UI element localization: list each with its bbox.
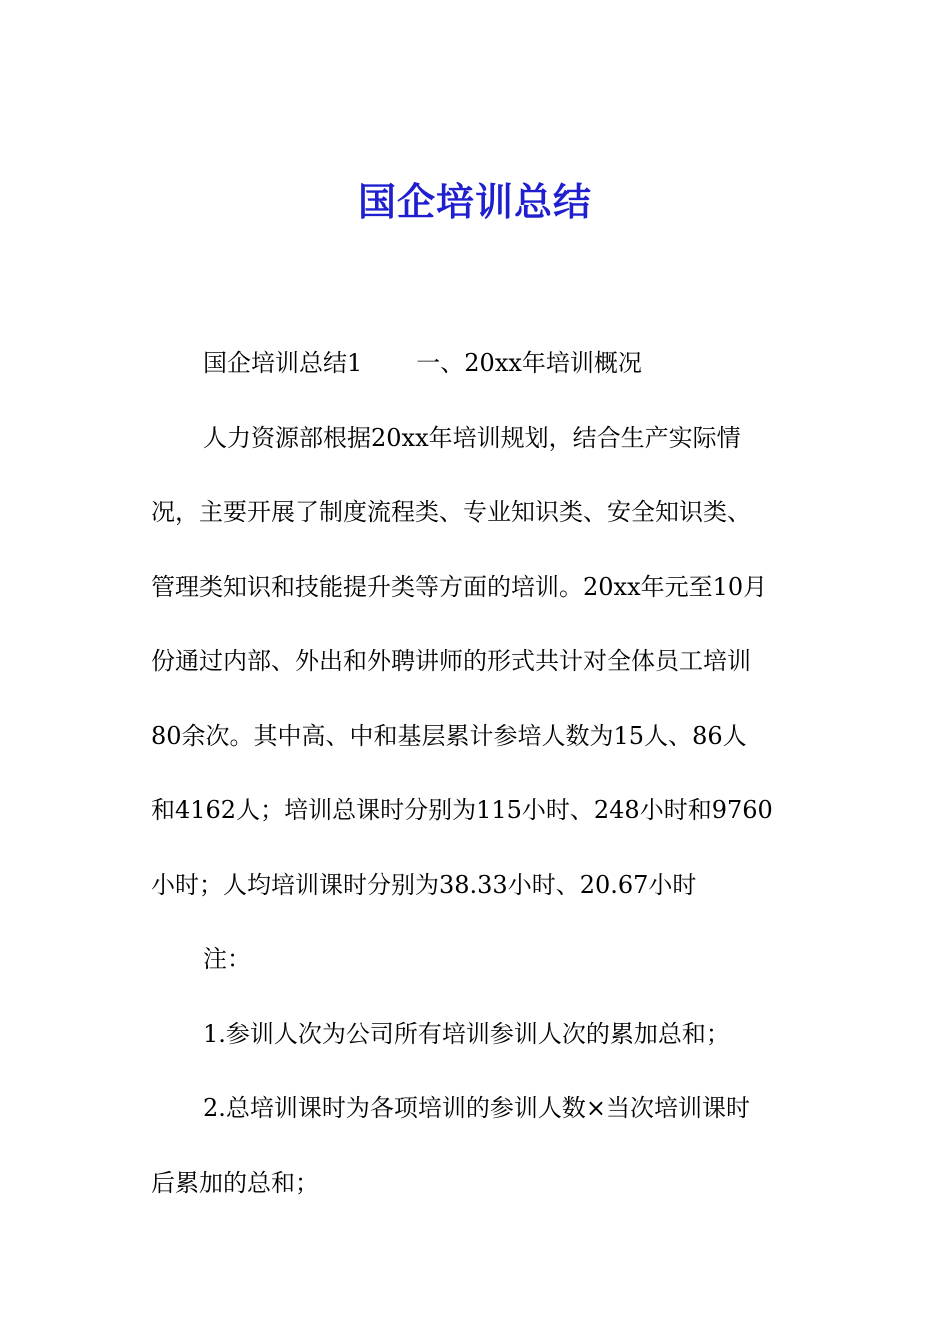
note-item-2-continued: 后累加的总和；: [151, 1168, 319, 1197]
paragraph-line: 份通过内部、外出和外聘讲师的形式共计对全体员工培训: [151, 647, 751, 675]
paragraph-line: 小时；人均培训课时分别为38.33小时、20.67小时: [151, 870, 697, 899]
document-title: 国企培训总结: [357, 179, 592, 224]
summary-number-label: 国企培训总结1: [203, 349, 363, 377]
section-heading-line: [151, 326, 811, 401]
paragraph-line: 80余次。其中高、中和基层累计参培人数为15人、86人: [151, 721, 747, 750]
paragraph-line: 管理类知识和技能提升类等方面的培训。20xx年元至10月: [151, 572, 768, 601]
paragraph-line: 和4162人；培训总课时分别为115小时、248小时和9760: [151, 796, 773, 824]
note-item-1: 1.参训人次为公司所有培训参训人次的累加总和；: [203, 1019, 730, 1048]
section-heading: 一、20xx年培训概况: [416, 349, 642, 377]
document-body: [151, 326, 811, 1220]
note-heading: 注：: [203, 945, 251, 973]
note-item-2: 2.总培训课时为各项培训的参训人数×当次培训课时: [203, 1094, 751, 1122]
paragraph-line: 况，主要开展了制度流程类、专业知识类、安全知识类、: [151, 498, 751, 526]
paragraph-line: 人力资源部根据20xx年培训规划，结合生产实际情: [203, 423, 741, 452]
